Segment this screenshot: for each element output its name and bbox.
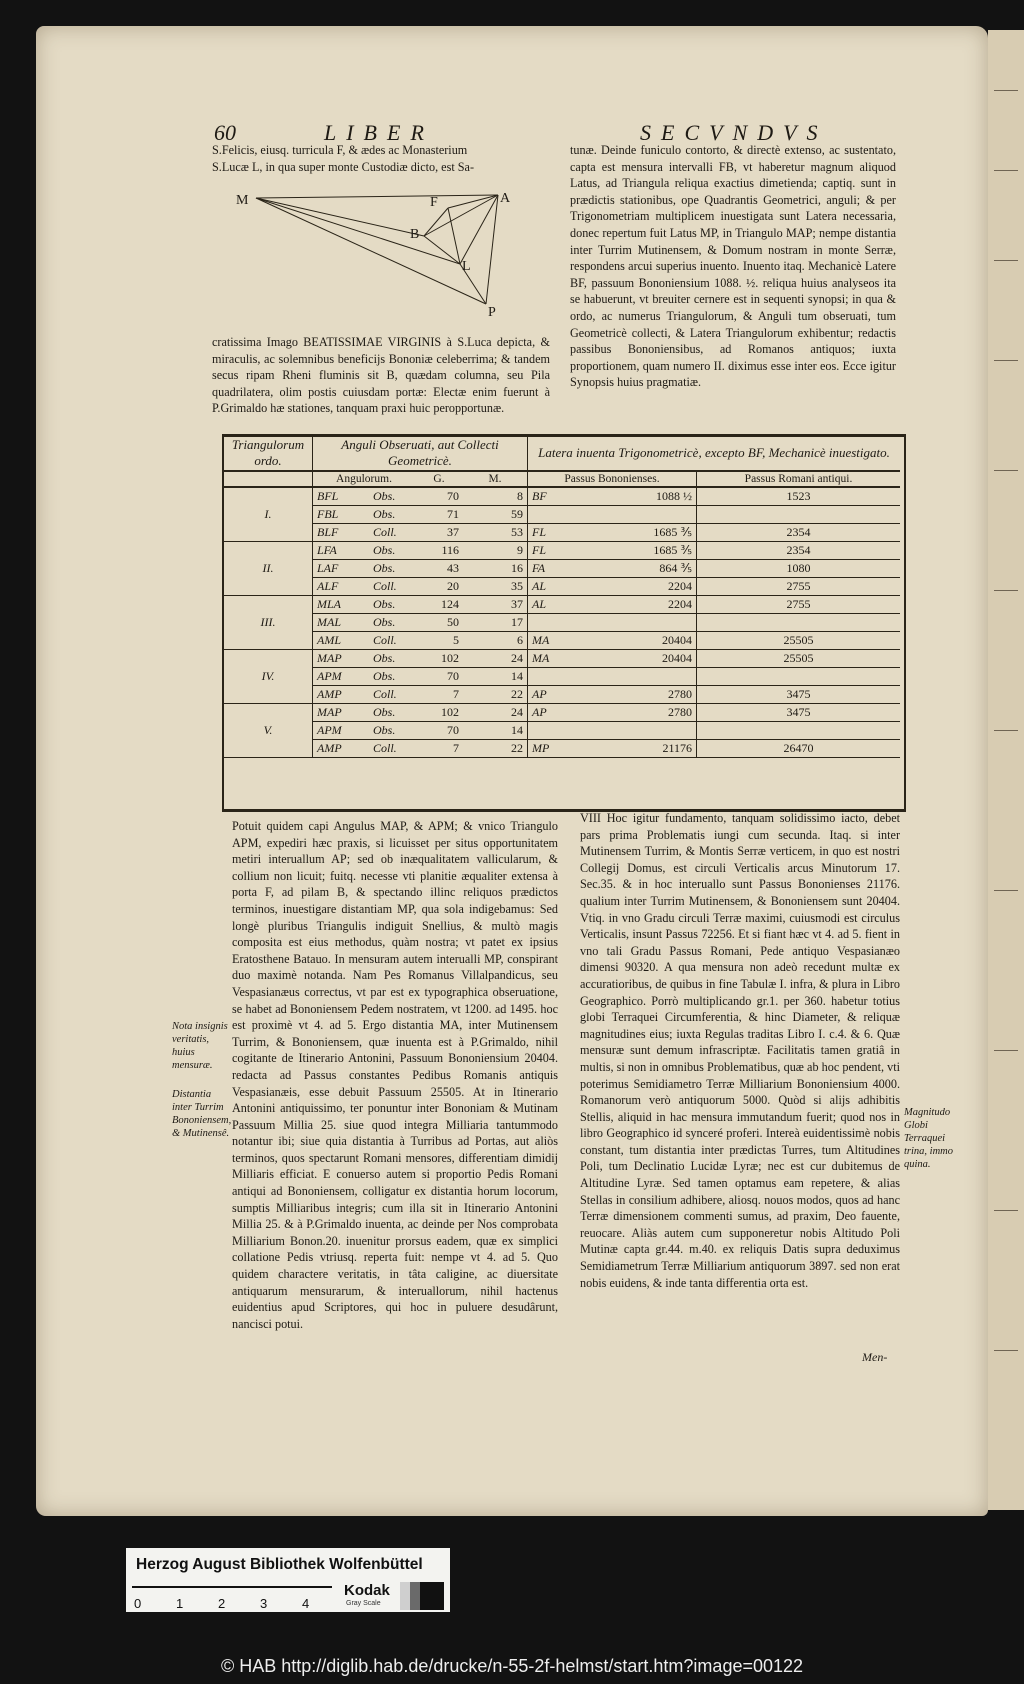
- ruler-tick: 4: [302, 1596, 310, 1611]
- minutes: 6: [463, 632, 528, 650]
- angle-name: FBL: [313, 506, 370, 524]
- angle-name: MAP: [313, 650, 370, 668]
- degrees: 50: [415, 614, 463, 632]
- degrees: 71: [415, 506, 463, 524]
- angle-name: MAL: [313, 614, 370, 632]
- angle-name: MAP: [313, 704, 370, 722]
- left-top-lines: [212, 142, 552, 175]
- gray-scale-label: Gray Scale: [346, 1600, 381, 1607]
- side-name: AL: [528, 596, 593, 614]
- degrees: 37: [415, 524, 463, 542]
- figure-label-f: F: [430, 195, 438, 210]
- passus-romani: [697, 506, 901, 524]
- table-row: [224, 686, 900, 704]
- triangle-order: I.: [224, 487, 313, 542]
- angle-kind: Obs.: [369, 722, 415, 740]
- left-top-line: S.Lucæ L, in qua super monte Custodiæ dicto, est Sa-: [212, 159, 475, 174]
- angle-name: MLA: [313, 596, 370, 614]
- table-row: [224, 740, 900, 758]
- page-number: 60: [214, 120, 236, 145]
- degrees: 7: [415, 686, 463, 704]
- angle-name: APM: [313, 722, 370, 740]
- next-page-edge: [988, 30, 1024, 1510]
- subheader-g: G.: [415, 471, 463, 487]
- table-row: [224, 542, 900, 560]
- table-row: [224, 704, 900, 722]
- figure-label-b: B: [410, 227, 420, 242]
- minutes: 24: [463, 650, 528, 668]
- passus-bononienses: 2780: [592, 686, 697, 704]
- side-name: [528, 506, 593, 524]
- library-name: Herzog August Bibliothek Wolfenbüttel: [136, 1556, 423, 1573]
- side-name: AL: [528, 578, 593, 596]
- passus-bononienses: [592, 668, 697, 686]
- minutes: 53: [463, 524, 528, 542]
- minutes: 9: [463, 542, 528, 560]
- degrees: 102: [415, 650, 463, 668]
- minutes: 16: [463, 560, 528, 578]
- side-name: [528, 722, 593, 740]
- angle-name: AMP: [313, 686, 370, 704]
- running-head-right: SECVNDVS: [640, 120, 828, 145]
- passus-bononienses: 1685 ⅗: [592, 524, 697, 542]
- minutes: 14: [463, 722, 528, 740]
- degrees: 43: [415, 560, 463, 578]
- passus-bononienses: [592, 722, 697, 740]
- passus-romani: 25505: [697, 632, 901, 650]
- subheader-m: M.: [463, 471, 528, 487]
- angle-kind: Obs.: [369, 650, 415, 668]
- angle-kind: Obs.: [369, 506, 415, 524]
- right-top-paragraph: tunæ. Deinde funiculo contorto, & directè extenso, ac sustentato, capta est mensura intervalli FB, vt haberetur magnum aliquod Latus, ad Triangula reliqua exactius dimetienda; captiq. sunt in prædictis stationibus, ope Quadrantis Geometrici, anguli; & per Trigonometriam multiplicem inuestigata sunt Latera necessaria, donec repertum fuit Latus MP, in Triangulo MAP; nempe distantia inter Turrim Mutinensem, & Domum nostram in monte Serræ, respondens arcui superius inuento. Inuento itaq. Mechanicè Latere BF, passuum Bononiensium 1088. ½. reliqua huius analyseos ita se habuerunt, vt breuiter cernere est in sequenti synopsi; in qua & ordo, ac numerus Triangulorum, & Anguli tum obseruati, tum Geometricè collecti, & Latera Triangulorum exhibentur; redactis passibus Bononiensibus, ad Romanos antiquos; iuxta proportionem, quam numero II. diximus esse inter eos. Ecce igitur Synopsis huius pragmatiæ.: [570, 143, 896, 390]
- table-row: [224, 614, 900, 632]
- triangle-order: IV.: [224, 650, 313, 704]
- ruler-tick: 2: [218, 1596, 226, 1611]
- degrees: 124: [415, 596, 463, 614]
- angle-name: ALF: [313, 578, 370, 596]
- angle-kind: Obs.: [369, 668, 415, 686]
- angle-kind: Obs.: [369, 542, 415, 560]
- minutes: 35: [463, 578, 528, 596]
- angle-kind: Obs.: [369, 596, 415, 614]
- passus-romani: 2354: [697, 524, 901, 542]
- table-row: [224, 650, 900, 668]
- gray-swatch: [400, 1582, 410, 1610]
- passus-bononienses: 864 ⅗: [592, 560, 697, 578]
- minutes: 22: [463, 740, 528, 758]
- angle-name: BFL: [313, 487, 370, 506]
- table-row: [224, 524, 900, 542]
- ruler-tick: 0: [134, 1596, 142, 1611]
- angle-name: AML: [313, 632, 370, 650]
- table-row: [224, 506, 900, 524]
- passus-bononienses: 21176: [592, 740, 697, 758]
- passus-romani: 25505: [697, 650, 901, 668]
- degrees: 70: [415, 668, 463, 686]
- gray-swatch: [410, 1582, 420, 1610]
- passus-bononienses: 1088 ½: [592, 487, 697, 506]
- angle-kind: Obs.: [369, 560, 415, 578]
- figure-label-m: M: [236, 193, 249, 208]
- table-row: [224, 560, 900, 578]
- side-name: [528, 614, 593, 632]
- angle-name: BLF: [313, 524, 370, 542]
- side-name: MP: [528, 740, 593, 758]
- catchword: Men-: [862, 1350, 888, 1364]
- kodak-brand: Kodak: [344, 1582, 390, 1599]
- margin-note-distantia: Distantia inter Turrim Bononiensem, & Mutinensê.: [172, 1089, 232, 1139]
- margin-note-magnitudo: Magnitudo Globi Terraquei trina, immo quina.: [904, 1107, 954, 1170]
- running-head-left: LIBER: [324, 120, 434, 145]
- passus-romani: [697, 614, 901, 632]
- angle-kind: Obs.: [369, 487, 415, 506]
- ruler-tick: 3: [260, 1596, 268, 1611]
- passus-romani: 3475: [697, 686, 901, 704]
- angle-kind: Obs.: [369, 704, 415, 722]
- right-bottom-paragraph: VIII Hoc igitur fundamento, tanquam solidissimo iacto, debet pars prima Problematis iungi cum secunda. Itaq. si inter Mutinensem Turrim, & Montis Serræ verticem, in quo est nostri Collegij Domus, est circuli Verticalis arcus Minutorum 17. Sec.35. & in hoc interuallo sunt Passus Bononienses 21176. qualium inter Turrim Mutinensem, & Bononiensem sunt 20404. Vtiq. in vno Gradu circuli Terræ maximi, cuiusmodi est circulus Verticalis, insunt Passus 72256. Et si fiant hæc vt 4. ad 5. fient in vno tali Gradu Passus Romani, Pede antiquo Vespasianæo dimensi 90320. A qua mensura non adeò recedunt multæ ex accuratioribus, de quibus in fine Tabulæ I. infra, & plura in Libro Geographico. Porrò multiplicando gr.1. per 360. habetur totius globi Terraquei Circumferentia, & hinc Diameter, & reliquæ magnitudines eius; iuxta Regulas traditas Libro I. c.4. & 6. Quæ mensuræ sunt demum infrascriptæ. Facilitatis tamen gratiâ in multis, si non in omnibus Problematibus, quæ ab hoc pendent, vti poterimus Semidiametro Terræ Milliarium Bononiensium 4000. Romanorum verò antiquorum 5000. Quòd si alijs adhibitis Stellis, aliquid in hac mensura immutandum fuerit; quod nos in libro Geographico id synceré proferi. Intereà euidentissimè nobis constant, tum distantia inter prædictas Turres, tum Altitudines Poli, tum Declinatio Lucidæ Lyræ; nec est cur dubitemus de Altitudine Lyræ. Sed tamen optamus eam repetere, & alias Stellas in consilium adhibere, aliosq. nouos modos, quos ad hanc Terræ dimensionem commenti sumus, ad praxim, Deo fauente, reuocare. Aliàs autem cum supponeretur nobis Altitudo Poli Mutinæ capta gr.44. m.40. ex reliquis Datis supra deduximus Semidiametrum Terræ Milliarium antiquorum 3897. sed non erat nobis euidens, & inde tanta differentia orta est.: [580, 811, 900, 1290]
- minutes: 24: [463, 704, 528, 722]
- table-row: [224, 722, 900, 740]
- degrees: 5: [415, 632, 463, 650]
- header-order: Triangulorum ordo.: [224, 436, 313, 471]
- left-caption: cratissima Imago BEATISSIMAE VIRGINIS à S.Luca depicta, & miraculis, ac solemnibus beneficijs Bononiæ celeberrima; & tandem secus ripam Rheni fluminis sit B, quædam columna, seu Pila quadrilatera, olim postis cuiusdam portæ: Electæ enim fuerunt à P.Grimaldo hæ stationes, tanquam praxi huic peropportunæ.: [212, 335, 550, 416]
- passus-bononienses: [592, 614, 697, 632]
- degrees: 116: [415, 542, 463, 560]
- passus-bononienses: 20404: [592, 632, 697, 650]
- minutes: 22: [463, 686, 528, 704]
- triangulation-figure: [230, 188, 530, 318]
- passus-bononienses: 20404: [592, 650, 697, 668]
- passus-bononienses: 2204: [592, 596, 697, 614]
- angle-kind: Coll.: [369, 578, 415, 596]
- table-row: [224, 668, 900, 686]
- side-name: MA: [528, 650, 593, 668]
- passus-romani: 1523: [697, 487, 901, 506]
- degrees: 70: [415, 487, 463, 506]
- figure-label-p: P: [488, 305, 496, 318]
- passus-romani: 2354: [697, 542, 901, 560]
- angle-kind: Coll.: [369, 632, 415, 650]
- figure-label-a: A: [500, 191, 511, 206]
- passus-romani: 2755: [697, 578, 901, 596]
- angle-kind: Obs.: [369, 614, 415, 632]
- minutes: 8: [463, 487, 528, 506]
- left-top-line: S.Felicis, eiusq. turricula F, & ædes ac Monasterium: [212, 143, 468, 157]
- header-sides: Latera inuenta Trigonometricè, excepto BF, Mechanicè inuestigato.: [528, 436, 901, 471]
- passus-romani: 26470: [697, 740, 901, 758]
- margin-note-veritatis: Nota insignis veritatis, huius mensuræ.: [172, 1021, 228, 1071]
- passus-romani: [697, 668, 901, 686]
- left-bottom-paragraph: Potuit quidem capi Angulus MAP, & APM; & vnico Triangulo APM, expediri hæc praxis, si licuisset per situs opportunitatem metiri interuallum AP; sed ob inæqualitatem vallicularum, & collium non licuit; fuitq. necesse vti planitie æqualiter extensa à porta F, ad pilam B, & spectando illinc reliquos prædictos terminos, inuestigare distantiam MP, qua sola indigebamus: Sed longè pluribus Triangulis indiguit Snellius, & multò magis composita est eius methodus, quàm nostra; vt patet ex ipsius Eratosthene Batauo. In mensuram autem interualli MP, conspirant duo maximè notanda. Nam Pes Romanus Villalpandicus, seu Vespasianæus correctus, vt par est ex typographica obseruatione, se habet ad Bononiensem Pedem nostratem, vt 1200. ad 1495. hoc est proximè vt 4. ad 5. Ergo distantia MA, inter Mutinensem Turrim, & Bononiensem, quæ inuenta est à P.Grimaldo, nihil cogitante de Itinerario Antonini, Passuum Bononiensium 20404. redacta ad Passus constantes Pedibus Romanis antiquis Vespasianæis, esse debuit Passuum 25505. At in Itinerario Antonini antiquissimo, ter ponuntur inter Bononiam & Mutinam Passuum Millia 25. siue quod integra Milliaria tantummodo notantur ibi; siue quia distantia à Turribus ad Portas, aut aliòs terminos, quos spectarunt Romani mensores, differentiam dimidij Milliaris efficiat. E conuerso autem si proportio Pedis Romani antiqui ad Bononiensem, colligatur ex distantia horum locorum, sumptis Milliaribus integris; cum illa sit in Itinerario Antonini Millia 25. & à P.Grimaldo inuenta, ac deinde per Nos comprobata Milliarium Bonon.20. inuenitur prorsus eadem, quæ ex simplici collatione Pedis vtriusq. reperta fuit: nempe vt 4. ad 5. Quo quidem charactere veritatis, in tâta caligine, ac diuersitate antiquarum mensurarum, & interuallorum, nihil hactenus euidentius apud Scriptores, qui hoc in puluere desudârunt, nancisci potui.: [232, 819, 558, 1331]
- side-name: MA: [528, 632, 593, 650]
- passus-bononienses: 2204: [592, 578, 697, 596]
- table-row: [224, 596, 900, 614]
- side-name: AP: [528, 686, 593, 704]
- subheader-romani: Passus Romani antiqui.: [697, 471, 901, 487]
- side-name: [528, 668, 593, 686]
- minutes: 17: [463, 614, 528, 632]
- table-row: [224, 487, 900, 506]
- angle-name: AMP: [313, 740, 370, 758]
- passus-bononienses: 1685 ⅗: [592, 542, 697, 560]
- minutes: 59: [463, 506, 528, 524]
- triangle-order: III.: [224, 596, 313, 650]
- figure-label-l: L: [462, 259, 471, 274]
- minutes: 14: [463, 668, 528, 686]
- side-name: BF: [528, 487, 593, 506]
- triangle-order: V.: [224, 704, 313, 758]
- passus-romani: 2755: [697, 596, 901, 614]
- table-row: [224, 632, 900, 650]
- angle-name: LAF: [313, 560, 370, 578]
- synopsis-table: [224, 436, 900, 758]
- side-name: FL: [528, 542, 593, 560]
- passus-romani: 3475: [697, 704, 901, 722]
- subheader-angles: Angulorum.: [313, 471, 416, 487]
- side-name: FA: [528, 560, 593, 578]
- angle-name: APM: [313, 668, 370, 686]
- library-label: [126, 1548, 450, 1612]
- degrees: 20: [415, 578, 463, 596]
- triangle-order: II.: [224, 542, 313, 596]
- subheader-bononienses: Passus Bononienses.: [528, 471, 697, 487]
- angle-kind: Coll.: [369, 524, 415, 542]
- ruler-tick: 1: [176, 1596, 184, 1611]
- passus-bononienses: [592, 506, 697, 524]
- degrees: 102: [415, 704, 463, 722]
- angle-kind: Coll.: [369, 686, 415, 704]
- table-row: [224, 578, 900, 596]
- header-angles: Anguli Obseruati, aut Collecti Geometricè.: [313, 436, 528, 471]
- side-name: AP: [528, 704, 593, 722]
- ruler: [132, 1586, 332, 1588]
- gray-swatch: [420, 1582, 444, 1610]
- passus-romani: 1080: [697, 560, 901, 578]
- passus-romani: [697, 722, 901, 740]
- copyright-footer: © HAB http://diglib.hab.de/drucke/n-55-2f-helmst/start.htm?image=00122: [220, 1656, 804, 1676]
- angle-kind: Coll.: [369, 740, 415, 758]
- passus-bononienses: 2780: [592, 704, 697, 722]
- minutes: 37: [463, 596, 528, 614]
- angle-name: LFA: [313, 542, 370, 560]
- degrees: 7: [415, 740, 463, 758]
- degrees: 70: [415, 722, 463, 740]
- side-name: FL: [528, 524, 593, 542]
